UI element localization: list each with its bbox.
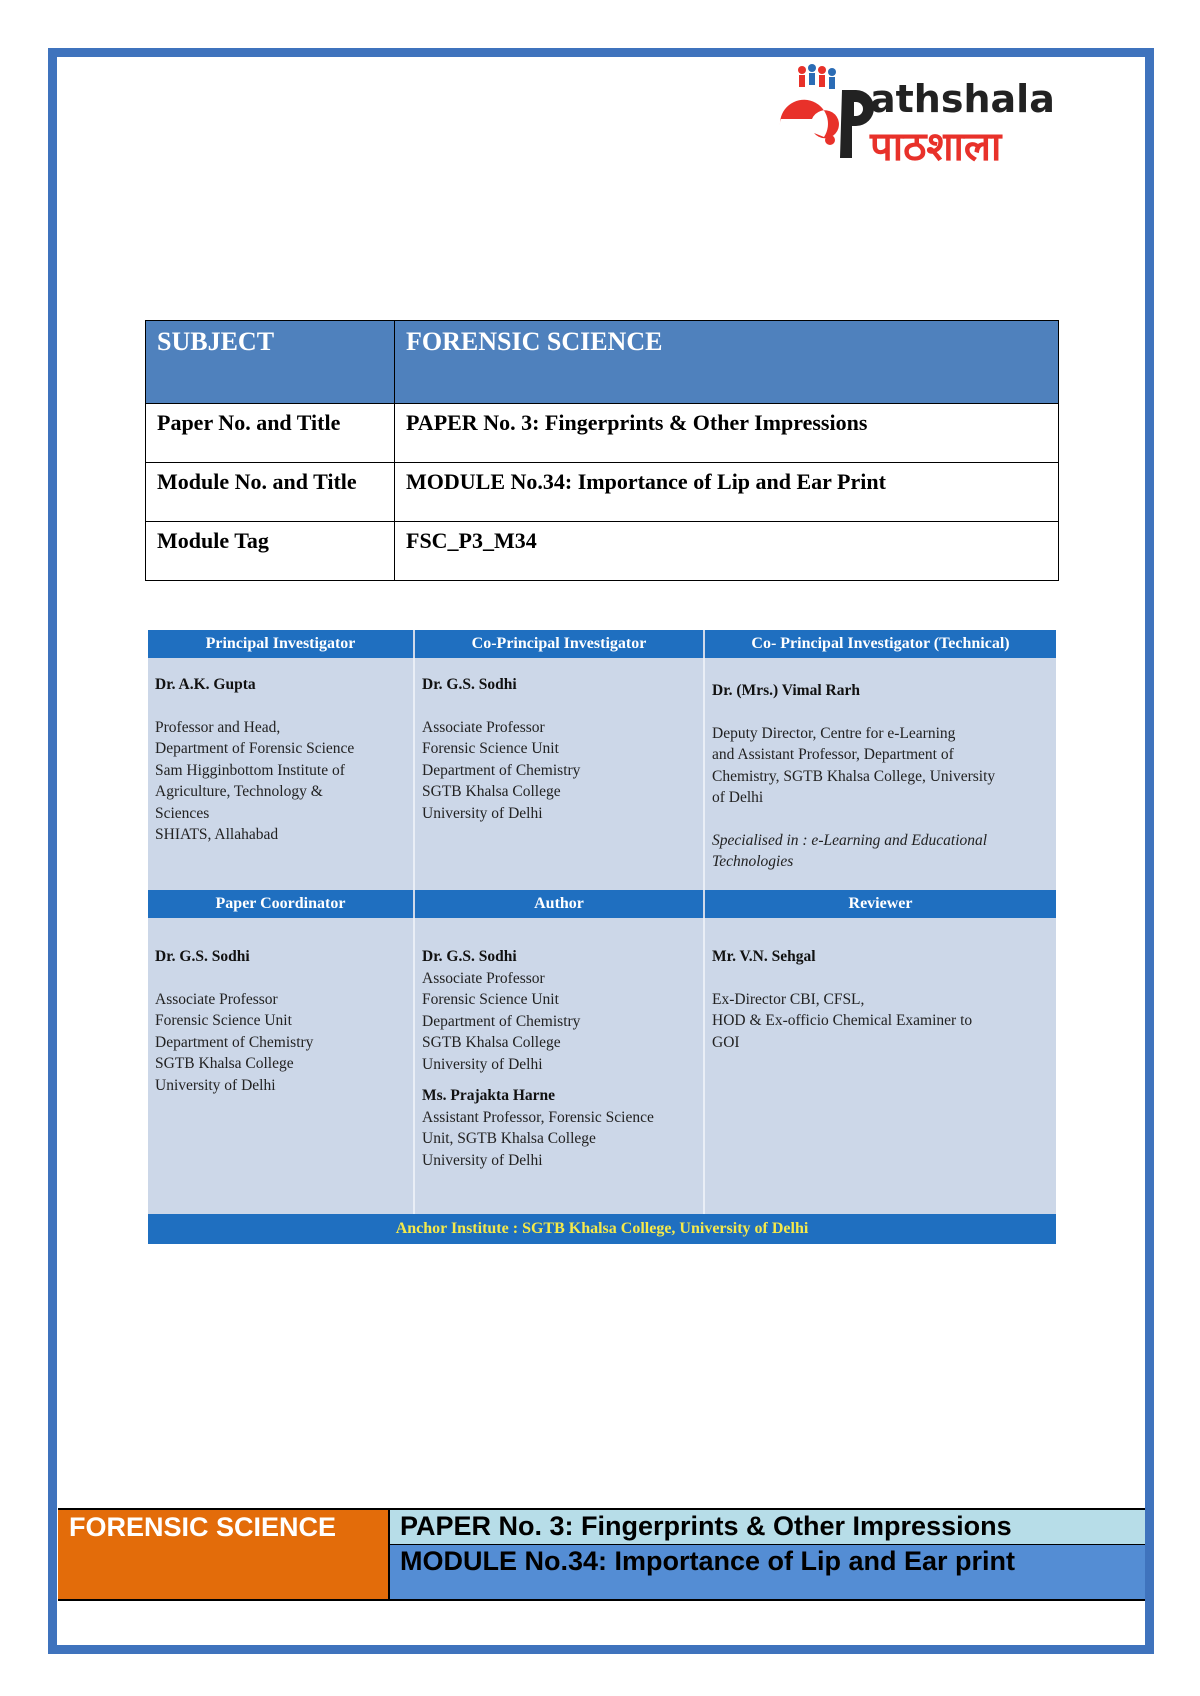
credits-body-row-2 — [148, 918, 1056, 1214]
pi-name: Dr. A.K. Gupta — [155, 676, 256, 693]
pi-line: SHIATS, Allahabad — [155, 826, 279, 843]
author-line: Forensic Science Unit — [422, 991, 559, 1008]
author2-line: Unit, SGTB Khalsa College — [422, 1130, 596, 1147]
co-pi-line: SGTB Khalsa College — [422, 783, 561, 800]
header-co-pi-technical: Co- Principal Investigator (Technical) — [704, 630, 1056, 658]
header-reviewer: Reviewer — [704, 890, 1056, 918]
footer-subject: FORENSIC SCIENCE — [69, 1512, 337, 1542]
table-row — [146, 463, 1059, 522]
header-paper-coordinator: Paper Coordinator — [148, 890, 414, 918]
table-row — [146, 522, 1059, 581]
pi-line: Agriculture, Technology & — [155, 783, 323, 800]
co-pi-tech-line: and Assistant Professor, Department of — [712, 746, 954, 763]
pi-cell — [148, 658, 414, 890]
module-tag-value: FSC_P3_M34 — [395, 522, 1059, 581]
co-pi-line: Forensic Science Unit — [422, 740, 559, 757]
coordinator-line: Associate Professor — [155, 990, 278, 1008]
footer-paper-block — [390, 1510, 1145, 1545]
co-pi-tech-line: Deputy Director, Centre for e-Learning — [712, 724, 956, 742]
subject-header-row — [146, 321, 1059, 404]
co-pi-tech-line: Chemistry, SGTB Khalsa College, University — [712, 767, 996, 785]
module-value: MODULE No.34: Importance of Lip and Ear Print — [395, 463, 1059, 522]
anchor-institute: Anchor Institute : SGTB Khalsa College, University of Delhi — [148, 1214, 1056, 1244]
credits-body-row-1 — [148, 658, 1056, 890]
author-name: Dr. G.S. Sodhi — [422, 948, 517, 965]
subject-label: SUBJECT — [146, 321, 395, 404]
subject-value: FORENSIC SCIENCE — [395, 321, 1059, 404]
reviewer-cell — [704, 918, 1056, 1214]
footer-subject-block — [58, 1510, 390, 1599]
author2-name: Ms. Prajakta Harne — [422, 1087, 556, 1104]
paper-label: Paper No. and Title — [146, 404, 395, 463]
header-author: Author — [414, 890, 704, 918]
pi-line: Department of Forensic Science — [155, 740, 355, 757]
pi-line: Professor and Head, — [155, 718, 281, 736]
coordinator-line: SGTB Khalsa College — [155, 1055, 294, 1072]
header-principal-investigator: Principal Investigator — [148, 630, 414, 658]
page-footer — [58, 1508, 1145, 1601]
author-line: Department of Chemistry — [422, 1012, 581, 1030]
co-pi-line: Department of Chemistry — [422, 761, 581, 779]
epathshala-logo-graphic — [770, 60, 1130, 170]
reviewer-name: Mr. V.N. Sehgal — [712, 948, 816, 965]
co-pi-tech-line: of Delhi — [712, 789, 764, 806]
pi-line: Sam Higginbottom Institute of — [155, 761, 345, 779]
co-pi-line: University of Delhi — [422, 804, 543, 822]
author-line: University of Delhi — [422, 1055, 543, 1073]
author2-line: University of Delhi — [422, 1151, 543, 1169]
module-tag-label: Module Tag — [146, 522, 395, 581]
pi-line: Sciences — [155, 804, 210, 822]
anchor-row — [148, 1214, 1056, 1244]
author2-line: Assistant Professor, Forensic Science — [422, 1108, 654, 1126]
co-pi-tech-name: Dr. (Mrs.) Vimal Rarh — [712, 682, 860, 699]
reviewer-line: Ex-Director CBI, CFSL, — [712, 990, 865, 1008]
credits-header-row-1 — [148, 630, 1056, 658]
co-pi-cell — [414, 658, 704, 890]
reviewer-line: GOI — [712, 1033, 740, 1051]
co-pi-tech-specialised: Specialised in : e-Learning and Educational Technologies — [712, 831, 988, 870]
coordinator-cell — [148, 918, 414, 1214]
co-pi-line: Associate Professor — [422, 718, 545, 736]
table-row — [146, 404, 1059, 463]
author-line: SGTB Khalsa College — [422, 1034, 561, 1051]
coordinator-line: Department of Chemistry — [155, 1033, 314, 1051]
author-cell — [414, 918, 704, 1214]
credits-header-row-2 — [148, 890, 1056, 918]
credits-table — [148, 630, 1056, 1244]
epathshala-logo — [770, 60, 1130, 170]
footer-module-block — [390, 1545, 1145, 1599]
coordinator-name: Dr. G.S. Sodhi — [155, 948, 250, 965]
logo-text-en: athshala — [870, 77, 1055, 121]
co-pi-name: Dr. G.S. Sodhi — [422, 676, 517, 693]
coordinator-line: Forensic Science Unit — [155, 1012, 292, 1029]
logo-text-hi: पाठशाला — [870, 124, 1002, 170]
reviewer-line: HOD & Ex-officio Chemical Examiner to — [712, 1012, 973, 1029]
co-pi-tech-cell — [704, 658, 1056, 890]
paper-value: PAPER No. 3: Fingerprints & Other Impressions — [395, 404, 1059, 463]
footer-paper: PAPER No. 3: Fingerprints & Other Impressions — [400, 1511, 1012, 1541]
module-label: Module No. and Title — [146, 463, 395, 522]
header-co-principal-investigator: Co-Principal Investigator — [414, 630, 704, 658]
footer-module: MODULE No.34: Importance of Lip and Ear print — [400, 1546, 1016, 1576]
subject-table — [145, 320, 1059, 581]
author-line: Associate Professor — [422, 969, 545, 987]
coordinator-line: University of Delhi — [155, 1076, 276, 1094]
